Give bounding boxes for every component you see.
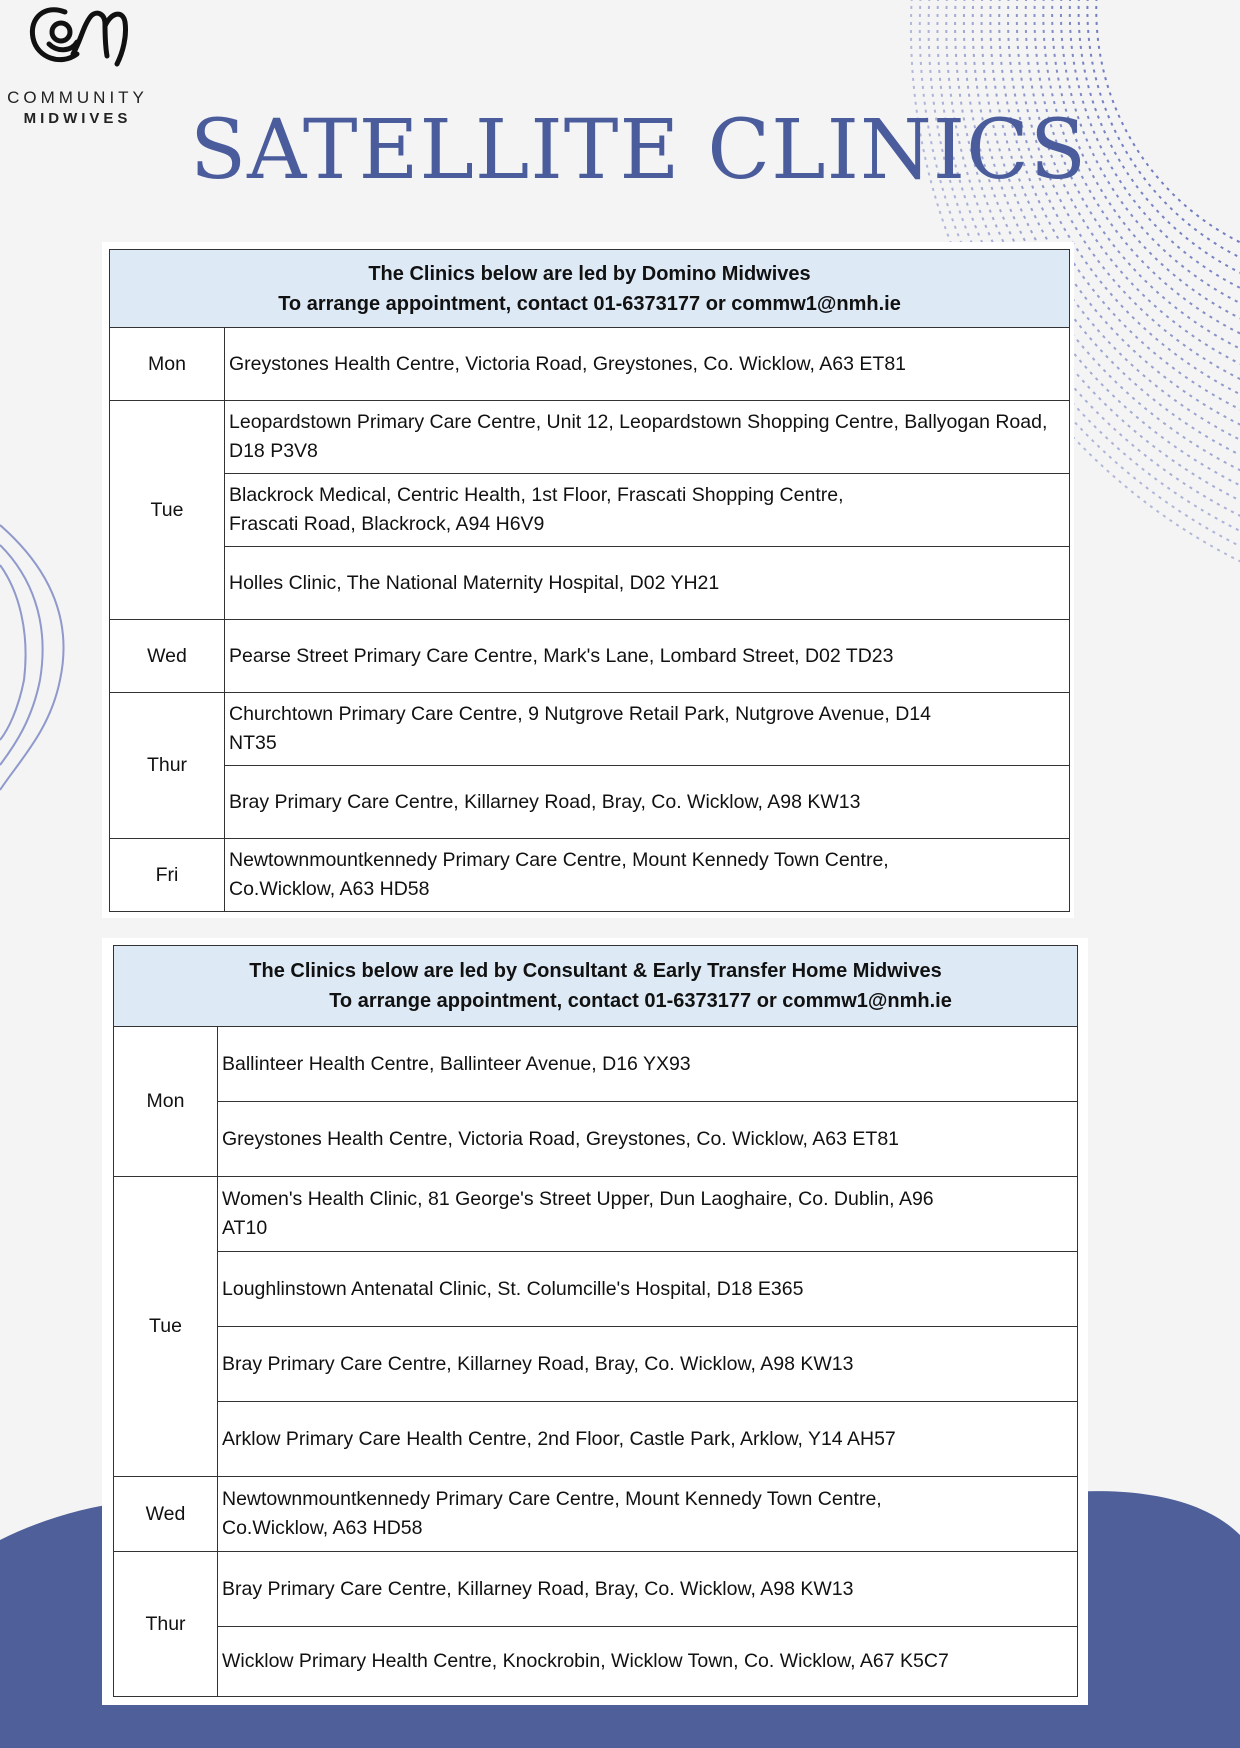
header-led-by: The Clinics below are led by Domino Midwives — [368, 262, 811, 285]
clinic-address: Loughlinstown Antenatal Clinic, St. Columcille's Hospital, D18 E365 — [218, 1252, 1078, 1327]
clinic-address: Greystones Health Centre, Victoria Road, Greystones, Co. Wicklow, A63 ET81 — [225, 328, 1070, 401]
dotted-arc — [1096, 0, 1240, 247]
table-row — [110, 547, 1070, 620]
day-cell: Mon — [114, 1027, 218, 1177]
page-title: SATELLITE CLINICS — [190, 103, 1088, 198]
clinic-address: Holles Clinic, The National Maternity Hospital, D02 YH21 — [225, 547, 1070, 620]
clinic-address: Greystones Health Centre, Victoria Road, Greystones, Co. Wicklow, A63 ET81 — [218, 1102, 1078, 1177]
clinic-address: Arklow Primary Care Health Centre, 2nd Floor, Castle Park, Arklow, Y14 AH57 — [218, 1402, 1078, 1477]
clinic-address: Wicklow Primary Health Centre, Knockrobin, Wicklow Town, Co. Wicklow, A67 K5C7 — [218, 1627, 1078, 1697]
table-row — [110, 328, 1070, 401]
table-row — [110, 620, 1070, 693]
table-header-row — [110, 250, 1070, 328]
table-header — [110, 250, 1070, 328]
consultant-clinics-table — [113, 945, 1078, 1697]
table-row — [114, 1177, 1078, 1252]
brand-name-line1: COMMUNITY — [7, 88, 148, 107]
table-row — [110, 401, 1070, 474]
dotted-arc — [1079, 0, 1240, 277]
dotted-arc — [1070, 0, 1240, 293]
header-led-by: The Clinics below are led by Consultant & Early Transfer Home Midwives — [249, 960, 942, 982]
concentric-arcs-left — [0, 525, 64, 790]
day-cell: Thur — [114, 1552, 218, 1697]
day-cell: Mon — [110, 328, 225, 401]
domino-clinics-table — [109, 249, 1070, 912]
table-row — [114, 1327, 1078, 1402]
clinic-address: Newtownmountkennedy Primary Care Centre, Mount Kennedy Town Centre, Co.Wicklow, A63 HD58 — [218, 1477, 1078, 1552]
table-row — [114, 1552, 1078, 1627]
table-header — [114, 946, 1078, 1027]
clinic-address: Newtownmountkennedy Primary Care Centre, Mount Kennedy Town Centre, Co.Wicklow, A63 HD58 — [225, 839, 1070, 912]
dotted-arc — [1061, 0, 1240, 308]
clinic-address: Pearse Street Primary Care Centre, Mark's Lane, Lombard Street, D02 TD23 — [225, 620, 1070, 693]
header-contact: To arrange appointment, contact 01-6373177 or commw1@nmh.ie — [329, 990, 952, 1012]
table-header-row — [114, 946, 1078, 1027]
clinic-address: Women's Health Clinic, 81 George's Street Upper, Dun Laoghaire, Co. Dublin, A96 AT10 — [218, 1177, 1078, 1252]
table-row — [110, 693, 1070, 766]
dotted-arc — [1087, 0, 1240, 262]
brand-name-line2: MIDWIVES — [23, 110, 132, 127]
day-cell: Tue — [110, 401, 225, 620]
brand-logo — [0, 0, 155, 135]
day-cell: Tue — [114, 1177, 218, 1477]
table-row — [114, 1627, 1078, 1697]
clinic-address: Bray Primary Care Centre, Killarney Road, Bray, Co. Wicklow, A98 KW13 — [225, 766, 1070, 839]
day-cell: Thur — [110, 693, 225, 839]
mother-baby-logo-icon — [25, 0, 131, 75]
table-row — [110, 766, 1070, 839]
table-row — [114, 1027, 1078, 1102]
clinic-address: Churchtown Primary Care Centre, 9 Nutgrove Retail Park, Nutgrove Avenue, D14 NT35 — [225, 693, 1070, 766]
day-cell: Wed — [114, 1477, 218, 1552]
clinic-address: Bray Primary Care Centre, Killarney Road, Bray, Co. Wicklow, A98 KW13 — [218, 1552, 1078, 1627]
table-row — [114, 1402, 1078, 1477]
table-row — [110, 839, 1070, 912]
clinic-address: Ballinteer Health Centre, Ballinteer Avenue, D16 YX93 — [218, 1027, 1078, 1102]
day-cell: Wed — [110, 620, 225, 693]
table-row — [114, 1252, 1078, 1327]
table-row — [114, 1102, 1078, 1177]
header-contact: To arrange appointment, contact 01-6373177 or commw1@nmh.ie — [278, 292, 901, 315]
table-row — [110, 474, 1070, 547]
clinic-address: Blackrock Medical, Centric Health, 1st Floor, Frascati Shopping Centre, Frascati Road, Blackrock, A94 H6V9 — [225, 474, 1070, 547]
table-row — [114, 1477, 1078, 1552]
day-cell: Fri — [110, 839, 225, 912]
clinic-address: Bray Primary Care Centre, Killarney Road, Bray, Co. Wicklow, A98 KW13 — [218, 1327, 1078, 1402]
clinic-address: Leopardstown Primary Care Centre, Unit 12, Leopardstown Shopping Centre, Ballyogan Road, D18 P3V8 — [225, 401, 1070, 474]
